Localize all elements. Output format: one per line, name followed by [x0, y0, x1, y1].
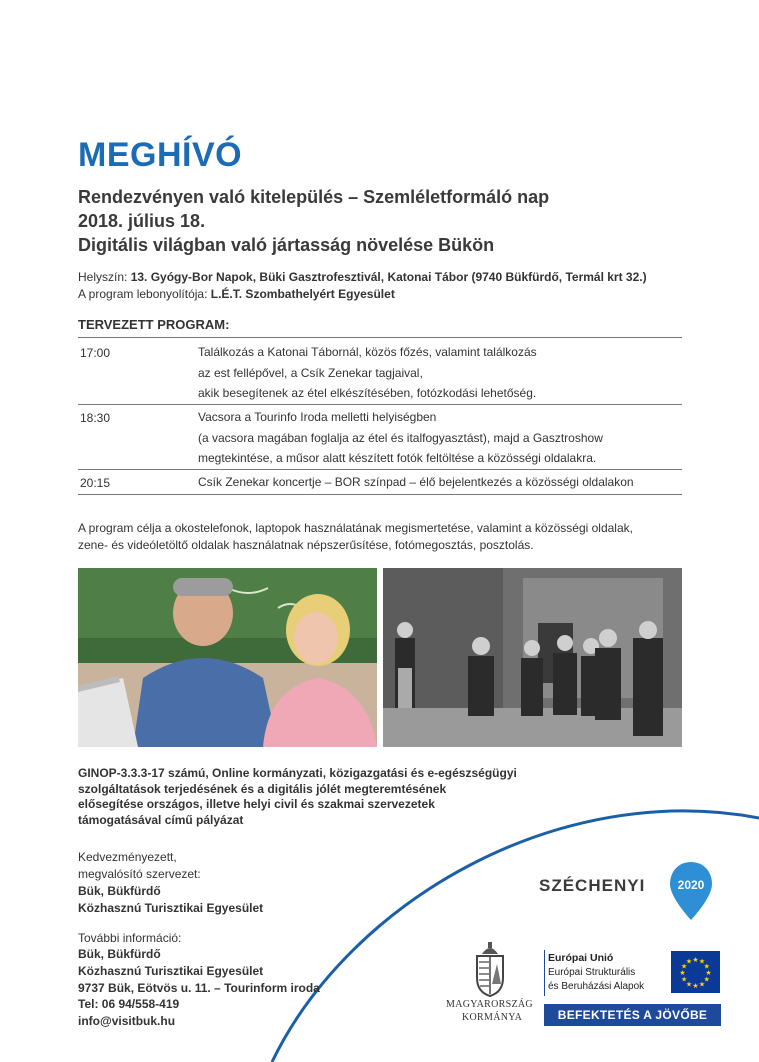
program-divider	[78, 494, 682, 495]
eu-star-icon: ★	[679, 970, 686, 977]
szechenyi-year: 2020	[677, 878, 705, 892]
ginop-line-1: GINOP-3.3.3-17 számú, Online kormányzati, közigazgatási és e-egészségügyi	[78, 766, 517, 780]
gov-label-line-1: MAGYARORSZÁG	[446, 999, 533, 1010]
program-desc-3	[198, 472, 634, 493]
program-desc-line: (a vacsora magában foglalja az étel és italfogyasztást), majd a Gasztroshow	[198, 430, 603, 445]
photo-band	[383, 568, 682, 747]
program-desc-1	[198, 342, 537, 404]
ginop-line-4: támogatásával című pályázat	[78, 813, 244, 827]
beneficiary-name-1: Bük, Bükfürdő	[78, 884, 161, 898]
more-info-label: További információ:	[78, 931, 182, 945]
beneficiary-name-2: Közhasznú Turisztikai Egyesület	[78, 901, 264, 915]
organizer-label: A program lebonyolítója:	[78, 287, 208, 301]
location-line	[78, 270, 647, 284]
more-info-line-1: Bük, Bükfürdő	[78, 947, 161, 961]
ginop-line-2: szolgáltatások terjedésének és a digitális jólét megteremtésének	[78, 782, 447, 796]
gov-label-line-2: KORMÁNYA	[462, 1012, 523, 1023]
more-info-line-2: Közhasznú Turisztikai Egyesület	[78, 964, 264, 978]
eu-star-icon: ★	[685, 981, 693, 989]
goal-line-2: zene- és videóletöltő oldalak használatnak népszerűsítése, fotómegosztás, posztolás.	[78, 538, 534, 552]
eu-star-icon: ★	[685, 958, 693, 966]
eu-star-icon: ★	[692, 983, 699, 990]
program-desc-line: megtekintése, a műsor alatt készített fotók feltöltése a közösségi oldalakra.	[198, 451, 597, 465]
more-info-line-4: Tel: 06 94/558-419	[78, 997, 180, 1011]
ginop-line-3: elősegítése országos, illetve helyi civil és szakmai szervezetek	[78, 797, 435, 811]
more-info-email: info@visitbuk.hu	[78, 1014, 176, 1028]
coat-of-arms-icon	[473, 940, 507, 998]
beneficiary-label-2: megvalósító szervezet:	[78, 867, 201, 881]
program-desc-line: Találkozás a Katonai Tábornál, közös főzés, valamint találkozás	[198, 345, 537, 359]
eu-line-1: Európai Strukturális	[548, 967, 636, 978]
organizer-line	[78, 287, 395, 301]
eu-star-icon: ★	[698, 958, 706, 966]
eu-star-icon: ★	[692, 957, 699, 964]
program-desc-line: Vacsora a Tourinfo Iroda melletti helyiségben	[198, 410, 437, 424]
eu-star-icon: ★	[681, 963, 688, 971]
program-divider	[78, 337, 682, 338]
program-desc-line: akik besegítenek az étel elkészítésében, fotózkodási lehetőség.	[198, 386, 537, 400]
location-label: Helyszín:	[78, 270, 128, 284]
eu-title: Európai Unió	[548, 952, 614, 964]
program-desc-2	[198, 407, 603, 469]
beneficiary-label-1: Kedvezményezett,	[78, 850, 177, 864]
subtitle-line-3: Digitális világban való jártasság növelése Bükön	[78, 235, 495, 255]
eu-flag-icon	[671, 951, 720, 993]
eu-star-icon: ★	[703, 963, 710, 971]
program-time-3: 20:15	[80, 476, 111, 490]
program-time-2: 18:30	[80, 411, 111, 425]
subtitle-line-1: Rendezvényen való kitelepülés – Szemléletformáló nap	[78, 187, 550, 207]
program-title: TERVEZETT PROGRAM:	[78, 317, 230, 332]
organizer-value: L.É.T. Szombathelyért Egyesület	[210, 287, 395, 301]
page-title: MEGHÍVÓ	[78, 136, 243, 174]
more-info-line-3: 9737 Bük, Eötvös u. 11. – Tourinform iroda	[78, 981, 320, 995]
eu-star-icon: ★	[705, 970, 712, 977]
befektetes-banner: BEFEKTETÉS A JÖVŐBE	[544, 1004, 721, 1026]
program-divider	[78, 469, 682, 470]
subtitle-line-2: 2018. július 18.	[78, 211, 206, 231]
eu-star-icon: ★	[698, 981, 706, 989]
szechenyi-logo-text: SZÉCHENYI	[539, 876, 646, 895]
eu-line-2: és Beruházási Alapok	[548, 981, 645, 992]
goal-line-1: A program célja a okostelefonok, laptopok használatának megismertetése, valamint a közösségi oldalak,	[78, 521, 633, 535]
program-time-1: 17:00	[80, 346, 111, 360]
eu-star-icon: ★	[703, 976, 710, 984]
szechenyi-pin-icon	[668, 860, 714, 922]
eu-star-icon: ★	[681, 976, 688, 984]
photo-seniors-laptop	[78, 568, 377, 747]
location-value: 13. Gyógy-Bor Napok, Büki Gasztrofesztivál, Katonai Tábor (9740 Bükfürdő, Termál krt 32.)	[130, 270, 647, 284]
eu-border	[544, 950, 545, 996]
program-divider	[78, 404, 682, 405]
program-desc-line: Csík Zenekar koncertje – BOR színpad – élő bejelentkezés a közösségi oldalakon	[198, 475, 634, 489]
program-desc-line: az est fellépővel, a Csík Zenekar tagjaival,	[198, 365, 423, 380]
